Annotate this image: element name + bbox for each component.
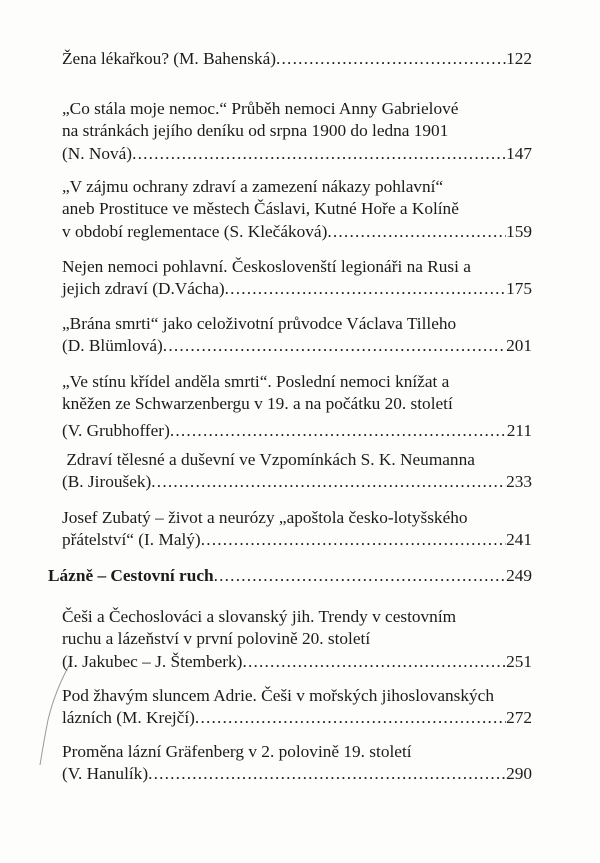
leader-dots <box>276 48 506 70</box>
entry-title: ruchu a lázeňství v první polovině 20. století <box>62 629 371 649</box>
entry-author: přátelství“ (I. Malý) <box>62 530 201 550</box>
entry-author: (D. Blümlová) <box>62 336 163 356</box>
entry-author: (N. Nová) <box>62 143 133 163</box>
entry-title: kněžen ze Schwarzenbergu v 19. a na počátku 20. století <box>62 394 453 414</box>
toc-entry[interactable] <box>62 313 532 358</box>
toc-entry[interactable] <box>62 256 532 301</box>
toc-section-heading[interactable] <box>48 565 532 587</box>
page-number: 233 <box>506 472 532 492</box>
page-number: 201 <box>506 336 532 356</box>
entry-title: aneb Prostituce ve městech Čáslavi, Kutné Hoře a Kolíně <box>62 199 459 219</box>
entry-title: Češi a Čechoslováci a slovanský jih. Trendy v cestovním <box>62 607 457 626</box>
entry-title: Josef Zubatý – život a neurózy „apoštola česko-lotyšského <box>62 508 468 527</box>
entry-title: na stránkách jejího deníku od srpna 1900 do ledna 1901 <box>62 121 449 141</box>
leader-dots <box>195 707 506 729</box>
page-number: 251 <box>506 651 532 671</box>
entry-title: Proměna lázní Gräfenberg v 2. polovině 19. století <box>62 742 412 761</box>
leader-dots <box>148 763 506 785</box>
entry-title: Žena lékařkou? (M. Bahenská) <box>62 49 277 68</box>
section-title: Lázně – Cestovní ruch <box>48 566 214 585</box>
entry-author: (V. Grubhoffer) <box>62 420 170 440</box>
entry-title: Nejen nemoci pohlavní. Českoslovenští legionáři na Rusi a <box>62 257 471 276</box>
toc-entry[interactable] <box>62 606 532 673</box>
page-number: 290 <box>506 764 532 784</box>
toc-entry[interactable] <box>62 685 532 730</box>
page-number: 159 <box>506 221 532 241</box>
page-number: 249 <box>506 566 532 585</box>
toc-entry[interactable] <box>62 371 532 442</box>
entry-author: v období reglementace (S. Klečáková) <box>62 221 328 241</box>
entry-title: „V zájmu ochrany zdraví a zamezení nákazy pohlavní“ <box>62 177 444 196</box>
leader-dots <box>214 565 506 587</box>
leader-dots <box>225 278 506 300</box>
page-number: 175 <box>506 279 532 299</box>
page-number: 272 <box>506 708 532 728</box>
entry-author: lázních (M. Krejčí) <box>62 708 195 728</box>
toc-entry[interactable] <box>62 98 532 165</box>
entry-author: (V. Hanulík) <box>62 764 149 784</box>
toc-entry[interactable] <box>62 176 532 243</box>
leader-dots <box>170 420 507 442</box>
entry-title: Pod žhavým sluncem Adrie. Češi v mořských jihoslovanských <box>62 686 494 705</box>
page-number: 147 <box>506 143 532 163</box>
entry-author: (B. Jiroušek) <box>62 472 152 492</box>
entry-author: (I. Jakubec – J. Štemberk) <box>62 651 243 671</box>
toc-entry[interactable] <box>62 48 532 70</box>
page-number: 211 <box>506 420 532 440</box>
toc-entry[interactable] <box>62 449 532 494</box>
leader-dots <box>151 471 506 493</box>
leader-dots <box>163 335 506 357</box>
leader-dots <box>327 221 506 243</box>
leader-dots <box>201 529 506 551</box>
leader-dots <box>242 651 506 673</box>
page-number: 122 <box>506 49 532 68</box>
entry-title: „Co stála moje nemoc.“ Průběh nemoci Anny Gabrielové <box>62 99 459 118</box>
entry-title: „Ve stínu křídel anděla smrti“. Poslední nemoci knížat a <box>62 372 450 391</box>
entry-title: Zdraví tělesné a duševní ve Vzpomínkách S. K. Neumanna <box>62 450 475 469</box>
toc-entry[interactable] <box>62 741 532 786</box>
toc-entry[interactable] <box>62 507 532 552</box>
entry-author: jejich zdraví (D.Vácha) <box>62 279 225 299</box>
page-number: 241 <box>506 530 532 550</box>
entry-title: „Brána smrti“ jako celoživotní průvodce Václava Tilleho <box>62 314 457 333</box>
leader-dots <box>132 143 506 165</box>
